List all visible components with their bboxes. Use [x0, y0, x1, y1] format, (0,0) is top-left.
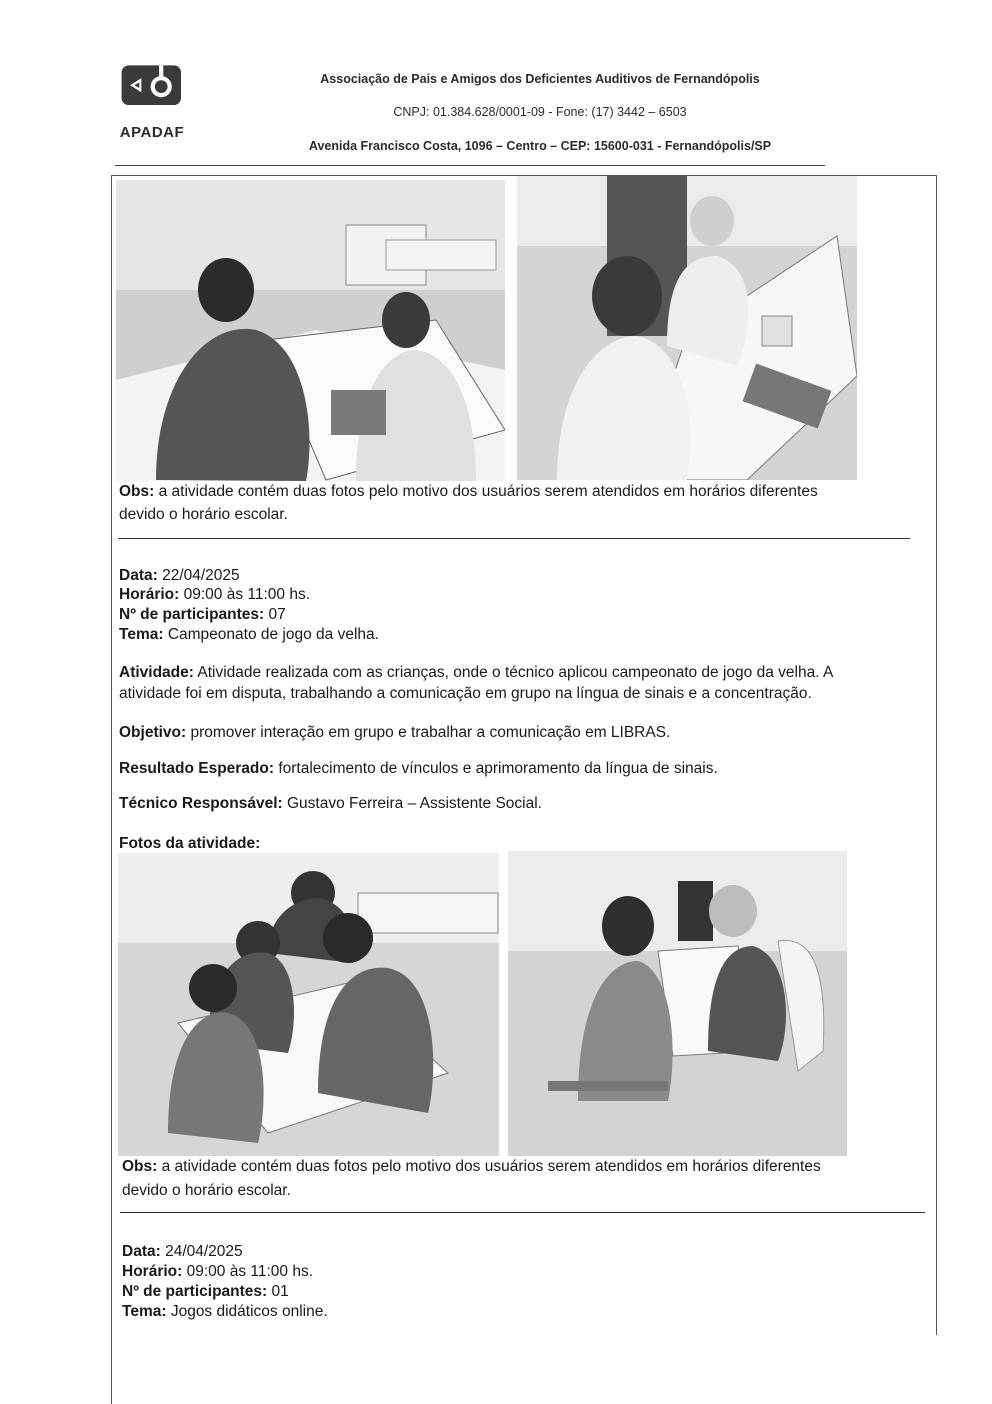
obs-1-line-1 — [119, 482, 818, 502]
objective-label: Objetivo: — [119, 724, 187, 741]
participants-value-1: 07 — [264, 606, 286, 623]
header-address: Avenida Francisco Costa, 1096 – Centro – CEP: 15600-031 - Fernandópolis/SP — [308, 139, 772, 153]
theme-value-1: Campeonato de jogo da velha. — [163, 626, 379, 643]
activity-photo-3 — [118, 853, 499, 1156]
header-divider — [115, 165, 825, 166]
frame-left-border — [111, 175, 112, 1404]
logo-text: APADAF — [119, 124, 185, 141]
activity-label: Atividade: — [119, 664, 194, 681]
activity-line-1 — [119, 663, 833, 683]
theme-row-1 — [119, 625, 379, 645]
obs-2-text: a atividade contém duas fotos pelo motivo dos usuários serem atendidos em horários diferentes — [157, 1158, 821, 1175]
participants-label-1: Nº de participantes: — [119, 606, 265, 623]
time-row-2 — [122, 1262, 313, 1282]
participants-row-2 — [122, 1282, 289, 1302]
obs-2-line-2: devido o horário escolar. — [122, 1182, 291, 1199]
header-institution-name: Associação de Pais e Amigos dos Deficientes Auditivos de Fernandópolis — [320, 72, 760, 86]
date-label-2: Data: — [122, 1243, 161, 1260]
header-cnpj-phone: CNPJ: 01.384.628/0001-09 - Fone: (17) 3442 – 6503 — [393, 105, 687, 119]
time-row-1 — [119, 585, 310, 605]
date-value-2: 24/04/2025 — [160, 1243, 243, 1260]
activity-line-2: atividade foi em disputa, trabalhando a comunicação em grupo na língua de sinais e a concentração. — [119, 685, 812, 702]
section-divider-1 — [118, 538, 910, 539]
activity-photo-4 — [508, 851, 847, 1156]
obs-2-line-1 — [122, 1157, 821, 1177]
participants-value-2: 01 — [267, 1283, 289, 1300]
time-value-2: 09:00 às 11:00 hs. — [182, 1263, 313, 1280]
participants-row-1 — [119, 605, 286, 625]
date-label-1: Data: — [119, 567, 158, 584]
technician-row — [119, 794, 542, 814]
activity-photos-heading: Fotos da atividade: — [119, 835, 261, 852]
date-row-2 — [122, 1242, 243, 1262]
expected-result-value: fortalecimento de vínculos e aprimoramento da língua de sinais. — [274, 760, 718, 777]
technician-label: Técnico Responsável: — [119, 795, 283, 812]
theme-label-1: Tema: — [119, 626, 164, 643]
theme-label-2: Tema: — [122, 1303, 167, 1320]
activity-photo-1 — [116, 180, 505, 481]
frame-right-border — [936, 175, 937, 1335]
activity-photo-2 — [517, 176, 857, 480]
obs-1-line-2: devido o horário escolar. — [119, 506, 288, 523]
objective-value: promover interação em grupo e trabalhar a comunicação em LIBRAS. — [186, 724, 671, 741]
activity-text-1: Atividade realizada com as crianças, onde o técnico aplicou campeonato de jogo da velha. A — [193, 664, 834, 681]
time-label-1: Horário: — [119, 586, 180, 603]
obs-1-label: Obs: — [119, 483, 155, 500]
expected-result-row — [119, 759, 718, 779]
time-label-2: Horário: — [122, 1263, 183, 1280]
participants-label-2: Nº de participantes: — [122, 1283, 268, 1300]
obs-2-label: Obs: — [122, 1158, 158, 1175]
section-divider-2 — [120, 1212, 925, 1213]
obs-1-text: a atividade contém duas fotos pelo motivo dos usuários serem atendidos em horários diferentes — [154, 483, 818, 500]
theme-value-2: Jogos didáticos online. — [166, 1303, 328, 1320]
date-row-1 — [119, 566, 240, 586]
objective-row — [119, 723, 670, 743]
date-value-1: 22/04/2025 — [157, 567, 240, 584]
expected-result-label: Resultado Esperado: — [119, 760, 275, 777]
technician-value: Gustavo Ferreira – Assistente Social. — [282, 795, 542, 812]
time-value-1: 09:00 às 11:00 hs. — [179, 586, 310, 603]
theme-row-2 — [122, 1302, 328, 1322]
